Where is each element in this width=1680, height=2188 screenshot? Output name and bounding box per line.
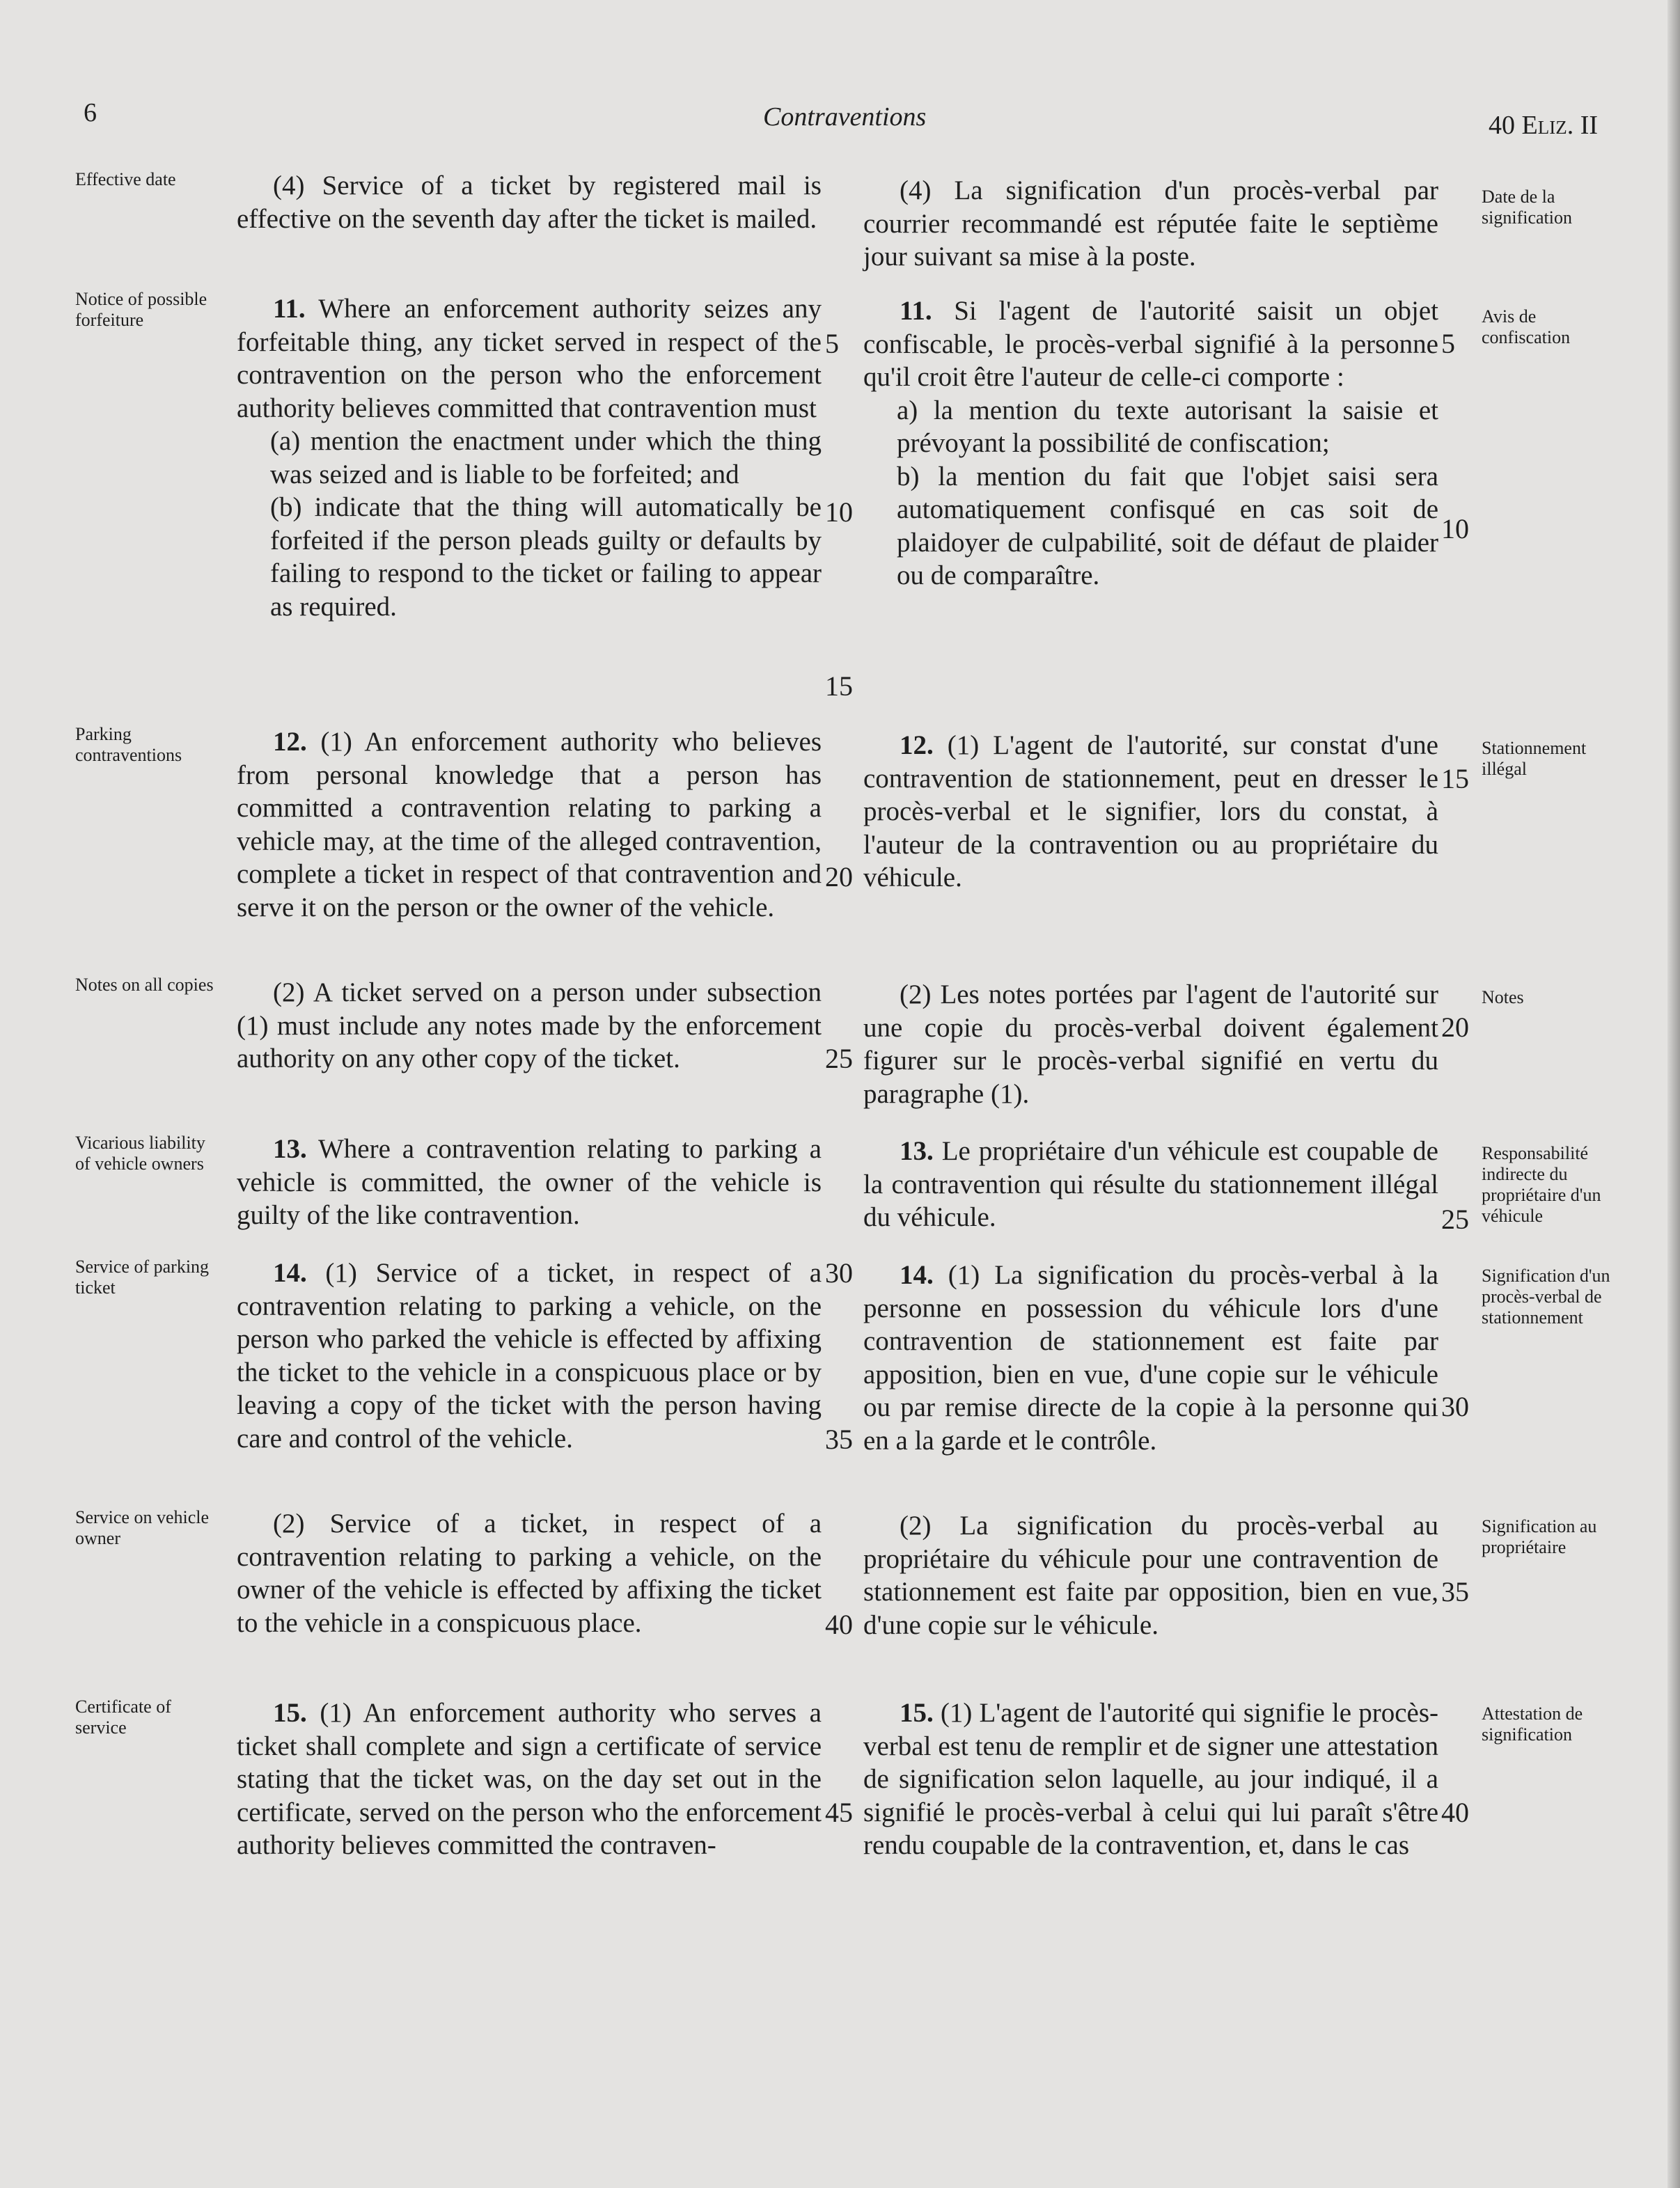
line-number-right-40: 40 bbox=[1441, 1797, 1469, 1828]
fr-s11-b: b) la mention du fait que l'objet saisi sera automatiquement confisqué en cas soit de plaidoyer de culpabilité, soit de défaut de plaider ou de comparaître. bbox=[897, 461, 1438, 590]
margin-note-stationnement: Stationnement illégal bbox=[1482, 738, 1587, 779]
en-s11-text: Where an enforcement authority seizes any forfeitable thing, any ticket served in respect of the contravention on the person who the enforcement authority believes committed that contravention must bbox=[237, 294, 822, 423]
line-number-right-10: 10 bbox=[1441, 513, 1469, 544]
en-s13-number: 13. bbox=[273, 1134, 307, 1164]
margin-note-notes: Notes bbox=[1482, 987, 1524, 1007]
line-number-45: 45 bbox=[825, 1797, 853, 1828]
margin-note-vicarious: Vicarious liability of vehicle owners bbox=[75, 1133, 205, 1174]
line-number-40: 40 bbox=[825, 1609, 853, 1640]
en-s11-a: (a) mention the enactment under which the thing was seized and is liable to be forfeited; and bbox=[270, 426, 822, 489]
line-number-35: 35 bbox=[825, 1424, 853, 1455]
en-s14-2: (2) Service of a ticket, in respect of a contravention relating to parking a vehicle, on the owner of the vehicle is effected by affixing the ticket to the vehicle in a conspicuous place. bbox=[237, 1509, 822, 1638]
fr-s11-number: 11. bbox=[900, 296, 932, 326]
fr-s12-number: 12. bbox=[900, 730, 934, 760]
fr-s11-a: a) la mention du texte autorisant la saisie et prévoyant la possibilité de confiscation; bbox=[897, 395, 1438, 458]
line-number-25: 25 bbox=[825, 1043, 853, 1074]
margin-note-service-parking: Service of parking ticket bbox=[75, 1257, 210, 1298]
en-s12-number: 12. bbox=[273, 727, 307, 757]
line-number-right-5: 5 bbox=[1441, 328, 1455, 359]
margin-note-signification-proprietaire: Signification au propriétaire bbox=[1482, 1516, 1597, 1557]
fr-s12-1 bbox=[863, 729, 1438, 895]
fr-s14-2: (2) La signification du procès-verbal au propriétaire du véhicule pour une contravention de stationnement est faite par opposition, bien en vue, d'une copie sur le véhicule. bbox=[863, 1511, 1438, 1640]
fr-s15-number: 15. bbox=[900, 1698, 934, 1728]
en-s12-1 bbox=[237, 725, 822, 924]
margin-note-attestation: Attestation de signification bbox=[1482, 1703, 1583, 1745]
session-label: 40 Eliz. II bbox=[1489, 111, 1598, 140]
fr-s15-1 bbox=[863, 1697, 1438, 1862]
en-s10-4: (4) Service of a ticket by registered mail is effective on the seventh day after the ticket is mailed. bbox=[237, 171, 822, 234]
en-s13-text: Where a contravention relating to parking a vehicle is committed, the owner of the vehicle is guilty of the like contravention. bbox=[237, 1134, 822, 1230]
en-s14-1 bbox=[237, 1257, 822, 1455]
running-title: Contraventions bbox=[763, 102, 927, 132]
margin-note-parking: Parking contraventions bbox=[75, 724, 182, 765]
page-number: 6 bbox=[84, 98, 97, 127]
fr-s11 bbox=[863, 294, 1438, 592]
line-number-right-15: 15 bbox=[1441, 763, 1469, 794]
fr-s14-1-text: (1) La signification du procès-verbal à la personne en possession du véhicule lors d'une contravention de stationnement est faite par apposition, bien en vue, d'une copie sur le véhicule ou par remise directe de la copie à la personne qui en a la garde et le contrôle. bbox=[863, 1260, 1438, 1456]
margin-note-notice-forfeiture: Notice of possible forfeiture bbox=[75, 289, 207, 330]
line-number-15: 15 bbox=[825, 670, 853, 702]
fr-s13 bbox=[863, 1135, 1438, 1234]
line-number-20: 20 bbox=[825, 861, 853, 892]
line-number-right-30: 30 bbox=[1441, 1391, 1469, 1422]
en-s14-1-text: (1) Service of a ticket, in respect of a contravention relating to parking a vehicle, on the person who parked the vehicle is effected by affixing the ticket to the vehicle in a conspicuous place or by leaving a copy of the ticket with the person having care and control of the vehicle. bbox=[237, 1258, 822, 1454]
fr-s14-1 bbox=[863, 1259, 1438, 1457]
fr-s11-text: Si l'agent de l'autorité saisit un objet confiscable, le procès-verbal signifié à la personne qu'il croit être l'auteur de celle-ci comporte : bbox=[863, 296, 1438, 392]
fr-s13-number: 13. bbox=[900, 1136, 934, 1166]
en-s15-1-text: (1) An enforcement authority who serves a ticket shall complete and sign a certificate of service stating that the ticket was, on the day set out in the certificate, served on the person who the enforcement authority believes committed the contraven- bbox=[237, 1698, 822, 1860]
en-s13 bbox=[237, 1133, 822, 1232]
line-number-10: 10 bbox=[825, 496, 853, 528]
page-edge-shadow bbox=[1667, 0, 1680, 2188]
en-s15-1 bbox=[237, 1697, 822, 1862]
line-number-right-25: 25 bbox=[1441, 1204, 1469, 1235]
margin-note-date: Date de la signification bbox=[1482, 187, 1572, 228]
en-s15-number: 15. bbox=[273, 1698, 307, 1728]
margin-note-service-owner: Service on vehicle owner bbox=[75, 1507, 210, 1548]
margin-note-certificate: Certificate of service bbox=[75, 1697, 171, 1738]
line-number-30: 30 bbox=[825, 1257, 853, 1289]
en-s14-number: 14. bbox=[273, 1258, 307, 1288]
margin-note-avis: Avis de confiscation bbox=[1482, 306, 1571, 347]
en-s11-number: 11. bbox=[273, 294, 306, 324]
line-number-5: 5 bbox=[825, 328, 839, 359]
en-s11-b: (b) indicate that the thing will automatically be forfeited if the person pleads guilty or defaults by failing to respond to the ticket or failing to appear as required. bbox=[270, 492, 822, 622]
line-number-right-35: 35 bbox=[1441, 1576, 1469, 1607]
fr-s13-text: Le propriétaire d'un véhicule est coupable de la contravention qui résulte du stationnement illégal du véhicule. bbox=[863, 1136, 1438, 1232]
en-s12-2: (2) A ticket served on a person under subsection (1) must include any notes made by the enforcement authority on any other copy of the ticket. bbox=[237, 977, 822, 1073]
fr-s15-1-text: (1) L'agent de l'autorité qui signifie le procès-verbal est tenu de remplir et de signer une attestation de signification selon laquelle, au jour indiqué, il a signifié le procès-verbal à celui qui lui paraît s'être rendu coupable de la contravention, et, dans le cas bbox=[863, 1698, 1438, 1860]
en-s11 bbox=[237, 292, 822, 623]
en-s12-1-text: (1) An enforcement authority who believes from personal knowledge that a person has committed a contravention relating to parking a vehicle may, at the time of the alleged contravention, complete a ticket in respect of that contravention and serve it on the person or the owner of the vehicle. bbox=[237, 727, 822, 922]
fr-s12-1-text: (1) L'agent de l'autorité, sur constat d'une contravention de stationnement, peut en dresser le procès-verbal et le signifier, lors du constat, à l'auteur de la contravention ou au propriétaire du véhicule. bbox=[863, 730, 1438, 892]
fr-s10-4: (4) La signification d'un procès-verbal par courrier recommandé est réputée faite le septième jour suivant sa mise à la poste. bbox=[863, 175, 1438, 271]
fr-s14-number: 14. bbox=[900, 1260, 934, 1290]
margin-note-responsabilite: Responsabilité indirecte du propriétaire d'un véhicule bbox=[1482, 1143, 1601, 1226]
margin-note-effective-date: Effective date bbox=[75, 169, 176, 189]
margin-note-notes-copies: Notes on all copies bbox=[75, 975, 214, 995]
line-number-right-20: 20 bbox=[1441, 1012, 1469, 1043]
margin-note-signification-stationnement: Signification d'un procès-verbal de stationnement bbox=[1482, 1266, 1610, 1328]
fr-s12-2: (2) Les notes portées par l'agent de l'autorité sur une copie du procès-verbal doivent également figurer sur le procès-verbal signifié en vertu du paragraphe (1). bbox=[863, 979, 1438, 1109]
